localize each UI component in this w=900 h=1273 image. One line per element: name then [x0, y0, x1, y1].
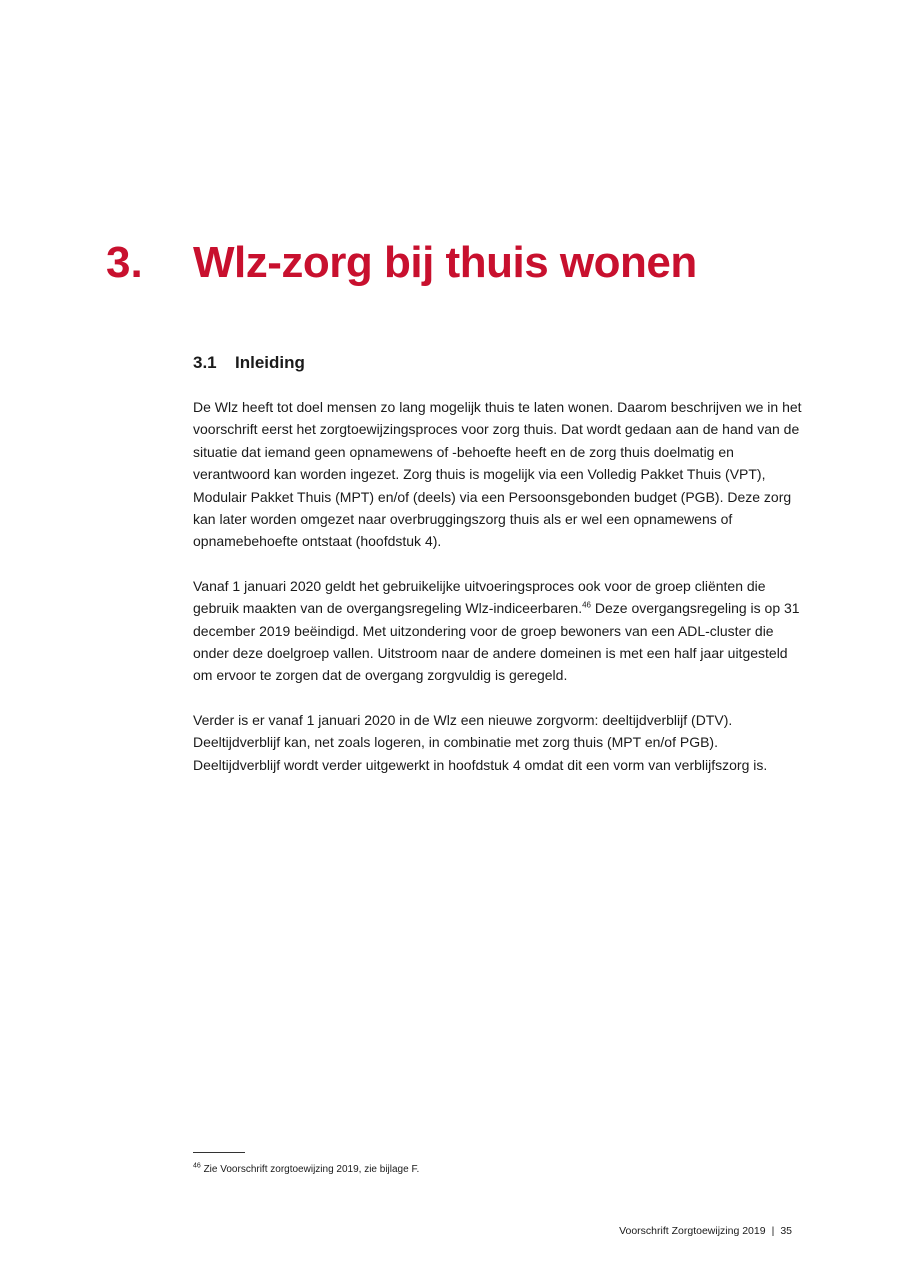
chapter-number: 3.	[106, 238, 143, 287]
footer-document-title: Voorschrift Zorgtoewijzing 2019	[619, 1225, 766, 1237]
footnote-number: 46	[193, 1162, 201, 1170]
section-heading	[193, 352, 305, 374]
chapter-title: Wlz-zorg bij thuis wonen	[193, 238, 697, 287]
footnote	[193, 1163, 419, 1177]
section-title: Inleiding	[235, 353, 305, 372]
section-number: 3.1	[193, 353, 217, 372]
page-number: 35	[780, 1225, 792, 1237]
paragraph-1: De Wlz heeft tot doel mensen zo lang mogelijk thuis te laten wonen. Daarom beschrijven we in het voorschrift eerst het zorgtoewijzingsproces voor zorg thuis. Dat wordt gedaan aan de hand van de situatie dat iemand geen opnamewens of -behoefte heeft en de zorg thuis doelmatig en verantwoord kan worden ingezet. Zorg thuis is mogelijk via een Volledig Pakket Thuis (VPT), Modulair Pakket Thuis (MPT) en/of (deels) via een Persoonsgebonden budget (PGB). Deze zorg kan later worden omgezet naar overbruggingszorg thuis als er wel een opnamewens of opnamebehoefte ontstaat (hoofdstuk 4).	[193, 399, 802, 550]
paragraph-2-part-2: Deze overgangsregeling is op 31 december 2019 beëindigd. Met uitzondering voor de groep bewoners van een ADL-cluster die onder deze doelgroep vallen. Uitstroom naar de andere domeinen is met een half jaar uitgesteld om ervoor te zorgen dat de overgang zorgvuldig is geregeld.	[193, 600, 800, 684]
body-text	[193, 396, 803, 798]
paragraph-2	[193, 575, 803, 687]
footnote-reference[interactable]: 46	[582, 600, 592, 610]
footnote-text: Zie Voorschrift zorgtoewijzing 2019, zie bijlage F.	[200, 1164, 420, 1175]
footnote-divider	[193, 1152, 245, 1153]
footer-separator: |	[771, 1225, 775, 1237]
page-footer	[619, 1224, 792, 1238]
paragraph-2-part-1: Vanaf 1 januari 2020 geldt het gebruikelijke uitvoeringsproces ook voor de groep cliënten die gebruik maakten van de overgangsregeling Wlz-indiceerbaren.	[193, 577, 766, 617]
paragraph-3: Verder is er vanaf 1 januari 2020 in de Wlz een nieuwe zorgvorm: deeltijdverblijf (DTV). Deeltijdverblijf kan, net zoals logeren, in combinatie met zorg thuis (MPT en/of PGB). Deeltijdverblijf wordt verder uitgewerkt in hoofdstuk 4 omdat dit een vorm van verblijfszorg is.	[193, 711, 768, 773]
